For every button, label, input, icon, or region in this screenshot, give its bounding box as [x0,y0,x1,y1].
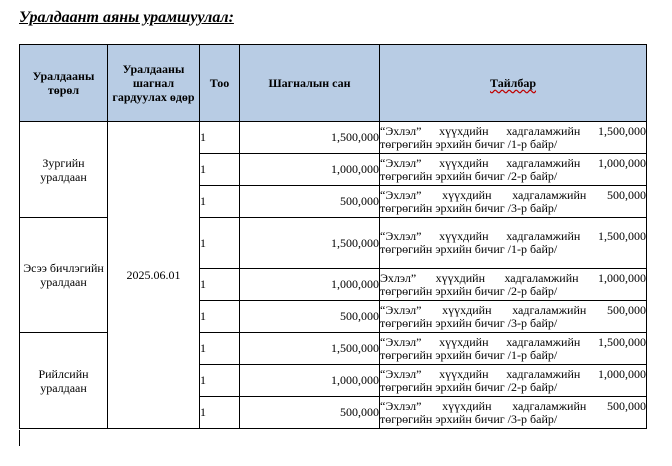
note-word: хүүхдийн [442,398,492,413]
note-word: хадгаламжийн [506,123,581,138]
note-line2: төгрөгийн эрхийн бичиг /1-р байр/ [380,242,558,256]
note-word: 500,000 [606,398,646,413]
note-word: “Эхлэл” [380,398,422,413]
note-word: “Эхлэл” [380,187,422,202]
award-date: 2025.06.01 [126,267,181,282]
count-cell: 1 [200,154,240,186]
note-word: хүүхдийн [439,366,489,381]
count-cell: 1 [200,333,240,365]
note-word: хүүхдийн [439,229,489,243]
note-word: хадгаламжийн [506,334,581,349]
note-word: хүүхдийн [439,334,489,349]
count-cell: 1 [200,397,240,429]
note-word: хадгаламжийн [506,155,581,170]
header-note [380,45,647,122]
header-note-text: Тайлбар [489,76,537,90]
count-cell: 1 [200,122,240,154]
note-word: “Эхлэл” [380,366,422,381]
note-line2: төгрөгийн эрхийн бичиг /3-р байр/ [380,315,558,330]
note-word: “Эхлэл” [380,155,422,170]
note-line2: төгрөгийн эрхийн бичиг /2-р байр/ [380,379,558,394]
note-word: 1,500,000 [597,334,646,349]
note-word: хадгаламжийн [506,229,581,243]
note-word: 500,000 [606,302,646,317]
note-word: хүүхдийн [439,155,489,170]
note-line1 [380,304,646,317]
category-cell [20,122,108,218]
category-cell [20,218,108,333]
note-word: 1,000,000 [598,270,646,285]
note-line1 [380,189,646,202]
header-type: Уралдааны төрөл [20,45,108,122]
note-cell [380,269,647,301]
category-name: Рийлсийн уралдаан [38,366,89,395]
note-word: “Эхлэл” [380,302,422,317]
count-cell: 1 [200,186,240,218]
amount-cell: 500,000 [240,186,380,218]
note-word: хадгаламжийн [512,398,587,413]
award-date-cell [108,122,200,429]
note-cell [380,301,647,333]
header-row [20,45,647,122]
amount-cell: 1,000,000 [240,269,380,301]
note-word: хүүхдийн [439,123,489,138]
note-line2: төгрөгийн эрхийн бичиг /3-р байр/ [380,411,558,426]
note-word: 1,000,000 [597,155,646,170]
amount-cell: 500,000 [240,301,380,333]
category-name: Эсээ бичлэгийн уралдаан [23,261,104,289]
note-word: 1,000,000 [597,366,646,381]
note-cell [380,365,647,397]
text-cursor [19,430,20,446]
amount-cell: 500,000 [240,397,380,429]
page-title: Уралдаант аяны урамшуулал: [19,9,234,26]
note-word: 1,500,000 [597,229,646,243]
note-line1 [380,157,646,170]
note-word: “Эхлэл” [380,229,422,243]
category-name: Зургийн уралдаан [40,155,87,184]
amount-cell: 1,000,000 [240,154,380,186]
note-word: хүүхдийн [442,302,492,317]
note-line1 [380,125,646,138]
amount-cell: 1,500,000 [240,218,380,269]
amount-cell: 1,500,000 [240,333,380,365]
note-line2: төгрөгийн эрхийн бичиг /2-р байр/ [380,168,558,183]
note-word: 500,000 [606,187,646,202]
note-word: хадгаламжийн [506,366,581,381]
note-line2: төгрөгийн эрхийн бичиг /1-р байр/ [380,347,558,362]
note-cell [380,122,647,154]
note-word: “Эхлэл” [380,123,422,138]
count-cell: 1 [200,269,240,301]
note-line1 [380,272,646,285]
note-cell [380,397,647,429]
note-word: “Эхлэл” [380,334,422,349]
note-line1 [380,368,646,381]
count-cell: 1 [200,365,240,397]
note-word: хадгаламжийн [512,187,587,202]
note-word: Эхлэл” [380,270,417,285]
note-word: хадгаламжийн [512,302,587,317]
note-cell [380,333,647,365]
count-cell: 1 [200,218,240,269]
note-cell [380,218,647,269]
note-line1 [380,336,646,349]
note-word: 1,500,000 [597,123,646,138]
note-cell [380,186,647,218]
note-word: хадгаламжийн [504,270,579,285]
header-count: Тоо [200,45,240,122]
note-line1 [380,400,646,413]
note-word: хүүхдийн [435,270,485,285]
note-line2: төгрөгийн эрхийн бичиг /3-р байр/ [380,200,558,215]
note-cell [380,154,647,186]
category-cell [20,333,108,429]
amount-cell: 1,000,000 [240,365,380,397]
header-prize: Шагналын сан [240,45,380,122]
table-row [20,122,647,154]
count-cell: 1 [200,301,240,333]
award-table [19,44,647,429]
note-line2: төгрөгийн эрхийн бичиг /1-р байр/ [380,136,558,151]
header-date: Уралдааны шагнал гардуулах өдөр [108,45,200,122]
note-line2: төгрөгийн эрхийн бичиг /2-р байр/ [380,283,558,298]
note-word: хүүхдийн [442,187,492,202]
amount-cell: 1,500,000 [240,122,380,154]
